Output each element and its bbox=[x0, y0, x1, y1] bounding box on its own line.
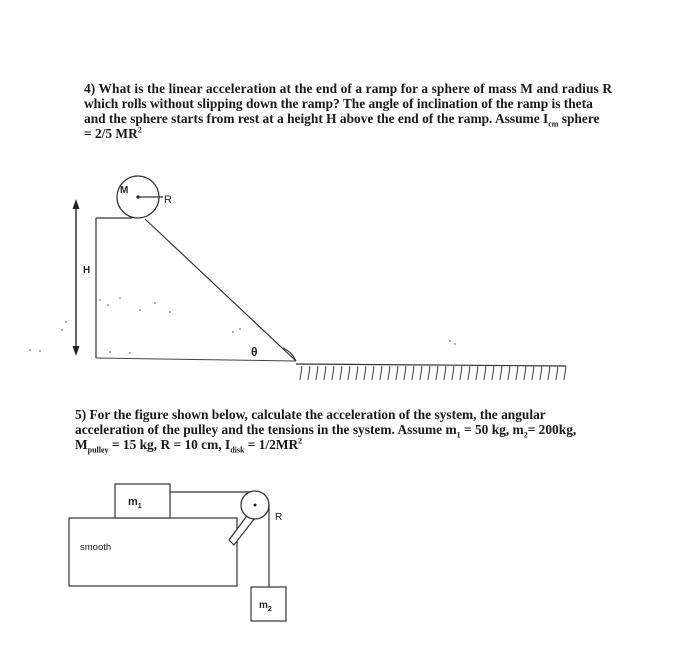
ground-line bbox=[296, 364, 566, 366]
block-m2 bbox=[251, 587, 286, 621]
q5-line-3-sub2: disk bbox=[230, 445, 245, 455]
sphere-center bbox=[136, 195, 139, 198]
q5-line-2-mid: = 50 kg, m bbox=[460, 422, 524, 437]
ramp-incline bbox=[145, 219, 296, 361]
ramp-base bbox=[96, 358, 296, 361]
scan-noise bbox=[29, 297, 456, 354]
ramp-figure bbox=[29, 176, 566, 380]
m2-label-text: m bbox=[259, 600, 268, 611]
m1-label-text: m bbox=[128, 496, 138, 508]
q5-line-3-sub1: pulley bbox=[87, 445, 109, 455]
pulley-axle bbox=[254, 504, 257, 507]
q4-line-4-text: = 2/5 MR bbox=[84, 126, 138, 141]
q4-line-1: 4) What is the linear acceleration at the end of a ramp for a sphere of mass M and radius R bbox=[84, 81, 613, 96]
sphere-radius-label: R bbox=[164, 194, 172, 206]
height-label: H bbox=[83, 265, 91, 276]
q4-line-3-text: and the sphere starts from rest at a height H above the end of the ramp. Assume I bbox=[84, 111, 549, 126]
pulley-radius-label: R bbox=[275, 512, 283, 523]
q5-line-2-text: acceleration of the pulley and the tensions in the system. Assume m bbox=[75, 422, 457, 437]
q5-line-3-a: M bbox=[75, 437, 88, 452]
q4-line-2: which rolls without slipping down the ramp? The angle of inclination of the ramp is theta bbox=[84, 96, 593, 111]
height-arrow-head-bottom bbox=[73, 346, 80, 356]
sphere-mass-label: M bbox=[120, 185, 129, 196]
q5-line-3-b: = 15 kg, R = 10 cm, I bbox=[108, 437, 231, 452]
q5-line-2-end: = 200kg, bbox=[527, 422, 577, 437]
height-arrow-head-top bbox=[73, 199, 80, 209]
q5-line-2-sub1: 1 bbox=[456, 430, 461, 440]
surface-label: smooth bbox=[80, 542, 112, 553]
q5-line-3-c: = 1/2MR bbox=[244, 437, 299, 452]
m1-label-sub: 1 bbox=[137, 503, 142, 510]
angle-label: θ bbox=[251, 345, 258, 359]
pulley-figure bbox=[69, 484, 286, 621]
block-m1 bbox=[115, 484, 170, 518]
ground-hatching bbox=[300, 366, 566, 380]
q4-line-4-superscript: 2 bbox=[137, 125, 142, 135]
q5-line-3-superscript: 2 bbox=[298, 436, 303, 446]
q5-line-2-sub2: 2 bbox=[523, 430, 528, 440]
q5-line-1: 5) For the figure shown below, calculate the acceleration of the system, the angular bbox=[75, 407, 546, 422]
q4-line-3-end: sphere bbox=[558, 111, 600, 126]
q4-line-3-subscript: cm bbox=[548, 119, 559, 129]
m2-label-sub: 2 bbox=[267, 606, 272, 613]
